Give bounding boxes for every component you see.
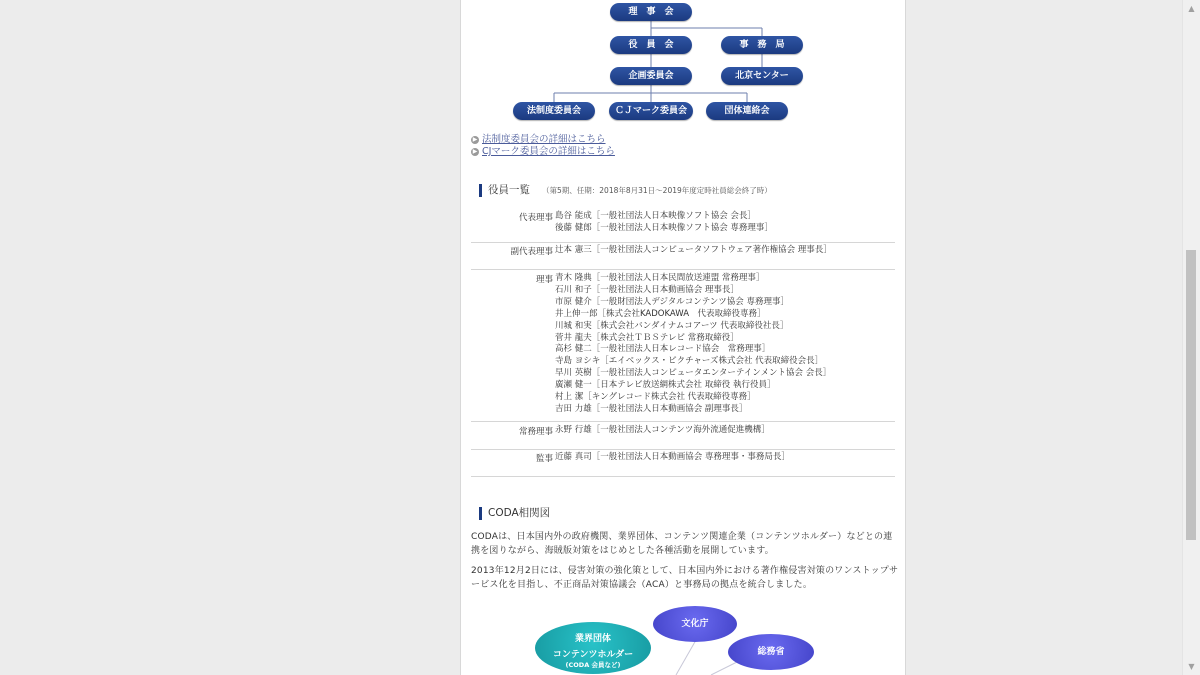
coda-section-heading — [479, 507, 550, 520]
industry-label-2: コンテンツホルダー — [552, 650, 634, 660]
member-item: 廣瀬 健一［日本テレビ放送網株式会社 取締役 執行役員］ — [555, 380, 776, 391]
member-item: 市原 健介［一般財団法人デジタルコンテンツ協会 専務理事］ — [555, 296, 789, 307]
member-item: 早川 英樹［一般社団法人コンピュータエンターテインメント協会 会長］ — [555, 368, 832, 379]
member-list — [555, 273, 831, 416]
member-item: 川城 和実［株式会社バンダイナムコアーツ 代表取締役社長］ — [555, 320, 789, 331]
member-item: 高杉 健二［一般社団法人日本レコード協会 常務理事］ — [555, 344, 771, 355]
coda-paragraph-1: CODAは、日本国内外の政府機関、業界団体、コンテンツ関連企業（コンテンツホルダー）などとの連携を図りながら、海賊版対策をはじめとした各種活動を展開しています。 — [471, 532, 893, 556]
scroll-up-icon[interactable]: ▲ — [1188, 4, 1195, 13]
roster-group-representative — [471, 211, 895, 243]
member-item: 島谷 能成［一般社団法人日本映像ソフト協会 会長］ — [555, 211, 756, 221]
officers-section-heading — [479, 184, 772, 197]
planning-committee-box: 企画委員会 — [610, 67, 692, 85]
bunkacho-label: 文化庁 — [681, 619, 709, 629]
member-list — [555, 211, 773, 235]
member-item: 近藤 真司［一般社団法人日本動画協会 専務理事・事務局長］ — [555, 452, 790, 462]
bunkacho-bubble — [653, 606, 737, 642]
roster-group-executive-director — [471, 425, 895, 450]
member-list — [555, 245, 832, 257]
member-item: 石川 和子［一般社団法人日本動画協会 理事長］ — [555, 284, 739, 295]
term-note: （第5期、任期：2018年8月31日～2019年度定時社員総会終了時） — [542, 186, 772, 195]
roster-group-vice-representative — [471, 245, 895, 270]
role-label: 監事 — [535, 454, 553, 464]
page-scrollbar[interactable] — [1182, 0, 1200, 675]
role-label: 代表理事 — [518, 213, 553, 223]
role-label: 副代表理事 — [510, 247, 553, 257]
member-item: 永野 行雄［一般社団法人コンテンツ海外流通促進機構］ — [555, 425, 770, 435]
member-item: 後藤 健郎［一般社団法人日本映像ソフト協会 専務理事］ — [555, 222, 773, 233]
main-content — [460, 0, 906, 675]
soumusho-bubble — [728, 634, 814, 670]
officers-section-title: 役員一覧 — [488, 184, 530, 196]
role-label: 常務理事 — [518, 427, 553, 437]
legal-committee-box: 法制度委員会 — [513, 102, 595, 120]
liaison-box: 団体連絡会 — [706, 102, 788, 120]
member-item: 辻本 憲三［一般社団法人コンピュータソフトウェア著作権協会 理事長］ — [555, 245, 832, 255]
roster-group-directors — [471, 273, 895, 422]
beijing-center-box: 北京センター — [721, 67, 803, 85]
cj-mark-committee-link-row — [471, 143, 615, 157]
member-list — [555, 452, 790, 464]
scroll-down-icon[interactable]: ▼ — [1188, 662, 1195, 671]
roster-group-auditor — [471, 452, 895, 477]
soumusho-label: 総務省 — [757, 647, 785, 657]
board-box: 理 事 会 — [610, 3, 692, 21]
member-item: 吉田 力雄［一般社団法人日本動画協会 副理事長］ — [555, 403, 748, 414]
member-item: 井上伸一郎［株式会社KADOKAWA 代表取締役専務］ — [555, 308, 766, 319]
role-label: 理事 — [535, 275, 553, 285]
member-list — [555, 425, 770, 437]
member-item: 寺島 ヨシキ［エイベックス・ピクチャーズ株式会社 代表取締役会長］ — [555, 356, 824, 367]
cj-mark-committee-box: ＣＪマーク委員会 — [609, 102, 693, 120]
industry-label-1: 業界団体 — [574, 634, 611, 644]
circle-arrow-icon: ▶ — [472, 147, 478, 155]
coda-paragraph-2: 2013年12月2日には、侵害対策の強化策として、日本国内外における著作権侵害対策のワンストップサービス化を目指し、不正商品対策協議会（ACA）と事務局の拠点を統合しました。 — [471, 566, 899, 590]
cj-mark-committee-link[interactable]: CJマーク委員会の詳細はこちら — [482, 146, 615, 157]
coda-section-title: CODA相関図 — [488, 507, 551, 519]
member-item: 菅井 龍夫［株式会社ＴＢＳテレビ 常務取締役］ — [555, 332, 739, 343]
industry-label-3: (CODA 会員など) — [565, 661, 621, 669]
industry-bubble — [535, 622, 651, 674]
legal-committee-link[interactable]: 法制度委員会の詳細はこちら — [482, 134, 606, 145]
circle-arrow-icon: ▶ — [472, 135, 478, 143]
scrollbar-thumb[interactable] — [1186, 250, 1196, 540]
member-item: 村上 潔［キングレコード株式会社 代表取締役専務］ — [555, 392, 756, 403]
member-item: 青木 隆典［一般社団法人日本民間放送連盟 常務理事］ — [555, 273, 765, 283]
secretariat-box: 事 務 局 — [721, 36, 803, 54]
officers-box: 役 員 会 — [610, 36, 692, 54]
